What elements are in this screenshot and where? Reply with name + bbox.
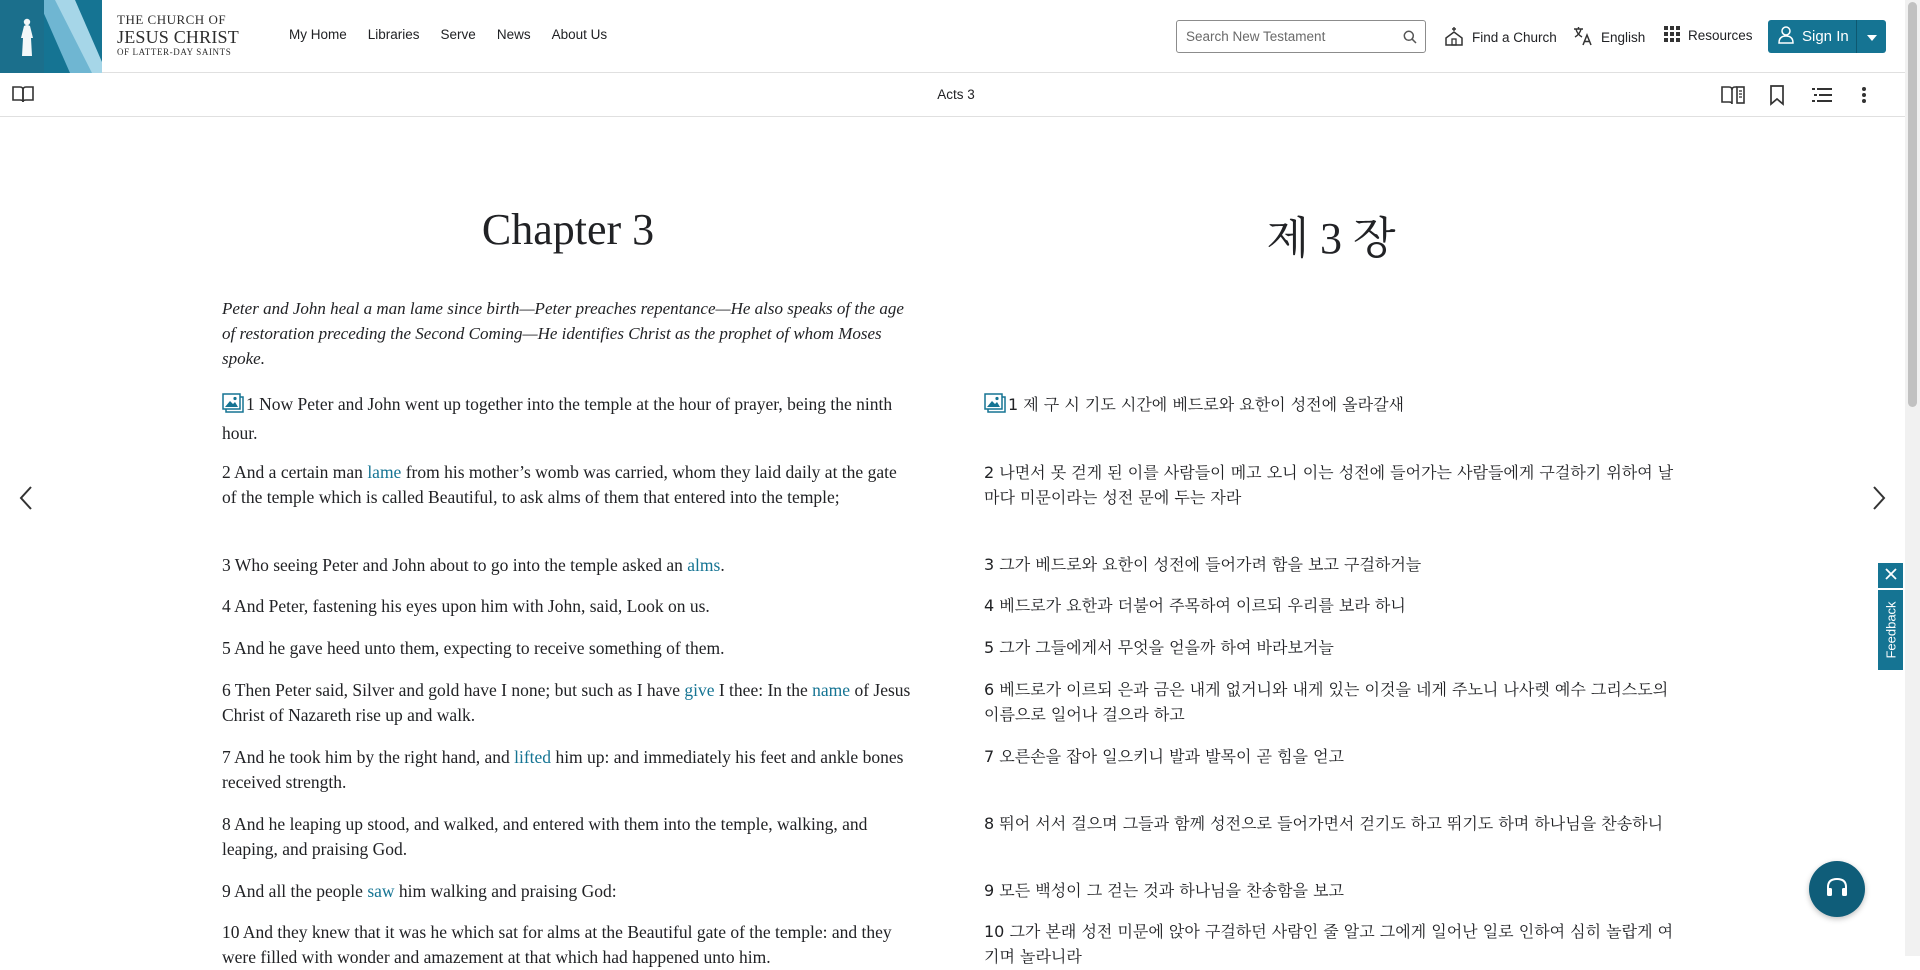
- footnote-link-name[interactable]: name: [812, 680, 851, 700]
- verse-4[interactable]: [222, 594, 914, 619]
- grid-icon: [1663, 25, 1688, 46]
- resources-menu[interactable]: [1663, 25, 1753, 46]
- search-box: [1176, 20, 1426, 53]
- verse-text: 1 제 구 시 기도 시간에 베드로와 요한이 성전에 올라갈새: [1008, 395, 1404, 414]
- nav-libraries[interactable]: Libraries: [367, 27, 420, 42]
- verse-1-korean[interactable]: [984, 392, 1678, 421]
- feedback-tab[interactable]: [1878, 590, 1903, 670]
- verse-9-korean[interactable]: 9 모든 백성이 그 걷는 것과 하나님을 찬송함을 보고: [984, 881, 1344, 900]
- church-name-line3: OF LATTER-DAY SAINTS: [117, 47, 232, 57]
- user-icon: [1778, 26, 1802, 48]
- verse-10-korean[interactable]: 10 그가 본래 성전 미문에 앉아 구걸하던 사람인 줄 알고 그에게 일어난 일로 인하여 심히 놀랍게 여기며 놀라니라: [984, 922, 1674, 966]
- verse-3-korean[interactable]: 3 그가 베드로와 요한이 성전에 들어가려 함을 보고 구걸하거늘: [984, 555, 1422, 574]
- church-wordmark[interactable]: [117, 13, 239, 57]
- verse-2[interactable]: [222, 460, 914, 510]
- feedback-label: Feedback: [1883, 601, 1898, 659]
- chapter-title-korean: 제 3 장: [1266, 214, 1396, 263]
- chapter-title: Chapter 3: [481, 205, 655, 254]
- nav-my-home[interactable]: My Home: [289, 27, 347, 42]
- sign-in-dropdown-button[interactable]: [1856, 20, 1886, 53]
- verse-4-korean[interactable]: 4 베드로가 요한과 더불어 주목하여 이르되 우리를 보라 하니: [984, 596, 1406, 615]
- site-header: [0, 0, 1905, 73]
- verse-1[interactable]: [222, 392, 914, 446]
- translate-icon: [1572, 25, 1601, 50]
- verse-6[interactable]: [222, 678, 914, 728]
- verse-text: 9 And all the people: [222, 881, 368, 901]
- image-icon[interactable]: [984, 393, 1007, 421]
- verse-text: 3 Who seeing Peter and John about to go into the temple asked an: [222, 555, 688, 575]
- list-icon[interactable]: [1811, 84, 1833, 111]
- caret-down-icon: [1867, 28, 1877, 46]
- church-name-line1: THE CHURCH OF: [117, 12, 227, 27]
- church-icon: [1443, 25, 1472, 50]
- verse-3[interactable]: [222, 553, 914, 578]
- verse-text: 7 And he took him by the right hand, and: [222, 747, 515, 767]
- verse-7[interactable]: [222, 745, 914, 795]
- scrollbar-thumb[interactable]: [1908, 2, 1917, 407]
- reader-toolbar: [0, 74, 1905, 117]
- chevron-left-icon[interactable]: [18, 485, 34, 516]
- verse-6-korean[interactable]: 6 베드로가 이르되 은과 금은 내게 없거니와 내게 있는 이것을 네게 주노니 나사렛 예수 그리스도의 이름으로 일어나 걸으라 하고: [984, 680, 1669, 724]
- chevron-right-icon[interactable]: [1871, 485, 1887, 516]
- find-church-label: Find a Church: [1472, 30, 1557, 45]
- verse-text: 5 And he gave heed unto them, expecting to receive something of them.: [222, 638, 725, 658]
- chapter-summary: Peter and John heal a man lame since birth—Peter preaches repentance—He also speaks of the age of restoration preceding the Second Coming—He identifies Christ as the prophet of whom Moses spoke.: [222, 299, 904, 368]
- verse-8[interactable]: [222, 812, 914, 862]
- verse-5-korean[interactable]: 5 그가 그들에게서 무엇을 얻을까 하여 바라보거늘: [984, 638, 1334, 657]
- image-icon[interactable]: [222, 393, 245, 421]
- verse-text: him walking and praising God:: [394, 881, 617, 901]
- verse-text: from his mother’s womb was carried, whom they laid daily at the gate of the temple which is called Beautiful, to ask alms of them that entered into the temple;: [222, 462, 897, 507]
- page-title: Acts 3: [937, 87, 975, 102]
- nav-serve[interactable]: Serve: [440, 27, 476, 42]
- search-icon[interactable]: [1395, 30, 1425, 44]
- feedback-close-button[interactable]: [1878, 563, 1903, 588]
- verse-text: 4 And Peter, fastening his eyes upon him with John, said, Look on us.: [222, 596, 710, 616]
- nav-about-us[interactable]: About Us: [551, 27, 608, 42]
- verse-text: 2 And a certain man: [222, 462, 368, 482]
- footnote-link-lame[interactable]: lame: [367, 462, 402, 482]
- verse-7-korean[interactable]: 7 오른손을 잡아 일으키니 발과 발목이 곧 힘을 얻고: [984, 747, 1344, 766]
- nav-news[interactable]: News: [496, 27, 531, 42]
- verse-text: of Jesus Christ of Nazareth rise up and walk.: [222, 680, 911, 725]
- find-church-link[interactable]: [1443, 25, 1557, 50]
- sign-in-label: Sign In: [1802, 28, 1849, 45]
- church-name-line2: JESUS CHRIST: [117, 27, 239, 47]
- verse-2-korean[interactable]: 2 나면서 못 걷게 된 이를 사람들이 메고 오니 이는 성전에 들어가는 사람들에게 구걸하기 위하여 날마다 미문이라는 성전 문에 두는 자라: [984, 463, 1674, 507]
- related-content-icon[interactable]: [1721, 84, 1745, 111]
- verse-text: 6 Then Peter said, Silver and gold have I none; but such as I have: [222, 680, 685, 700]
- footnote-link-alms[interactable]: alms: [687, 555, 721, 575]
- more-vertical-icon[interactable]: [1856, 84, 1872, 111]
- page-scrollbar[interactable]: [1905, 0, 1920, 956]
- footnote-link-lifted[interactable]: lifted: [514, 747, 552, 767]
- verse-text: 8 And he leaping up stood, and walked, and entered with them into the temple, walking, and leaping, and praising God.: [222, 814, 868, 859]
- main-nav: [289, 27, 628, 42]
- bookmark-icon[interactable]: [1768, 84, 1786, 111]
- verse-text: I thee: In the: [714, 680, 813, 700]
- resources-label: Resources: [1688, 28, 1753, 43]
- verse-text: him up: and immediately his feet and ankle bones received strength.: [222, 747, 904, 792]
- footnote-link-saw[interactable]: saw: [367, 881, 395, 901]
- verse-5[interactable]: [222, 636, 914, 661]
- language-label: English: [1601, 30, 1646, 45]
- verse-text: 10 And they knew that it was he which sat for alms at the Beautiful gate of the temple: and they were filled with wonder and amazement at that which had happened unto him.: [222, 922, 892, 967]
- verse-10[interactable]: [222, 920, 914, 970]
- church-logo[interactable]: [0, 0, 102, 73]
- verse-text: .: [720, 555, 725, 575]
- footnote-link-give[interactable]: give: [684, 680, 715, 700]
- verse-text: 1 Now Peter and John went up together into the temple at the hour of prayer, being the ninth hour.: [222, 394, 893, 443]
- close-icon: [1885, 567, 1897, 585]
- audio-player-button[interactable]: [1809, 861, 1865, 917]
- verse-8-korean[interactable]: 8 뛰어 서서 걸으며 그들과 함께 성전으로 들어가면서 걷기도 하고 뛰기도 하며 하나님을 찬송하니: [984, 814, 1664, 833]
- language-selector[interactable]: [1572, 25, 1645, 50]
- verse-9[interactable]: [222, 879, 914, 904]
- search-input[interactable]: [1177, 21, 1395, 52]
- headphones-icon: [1825, 876, 1849, 903]
